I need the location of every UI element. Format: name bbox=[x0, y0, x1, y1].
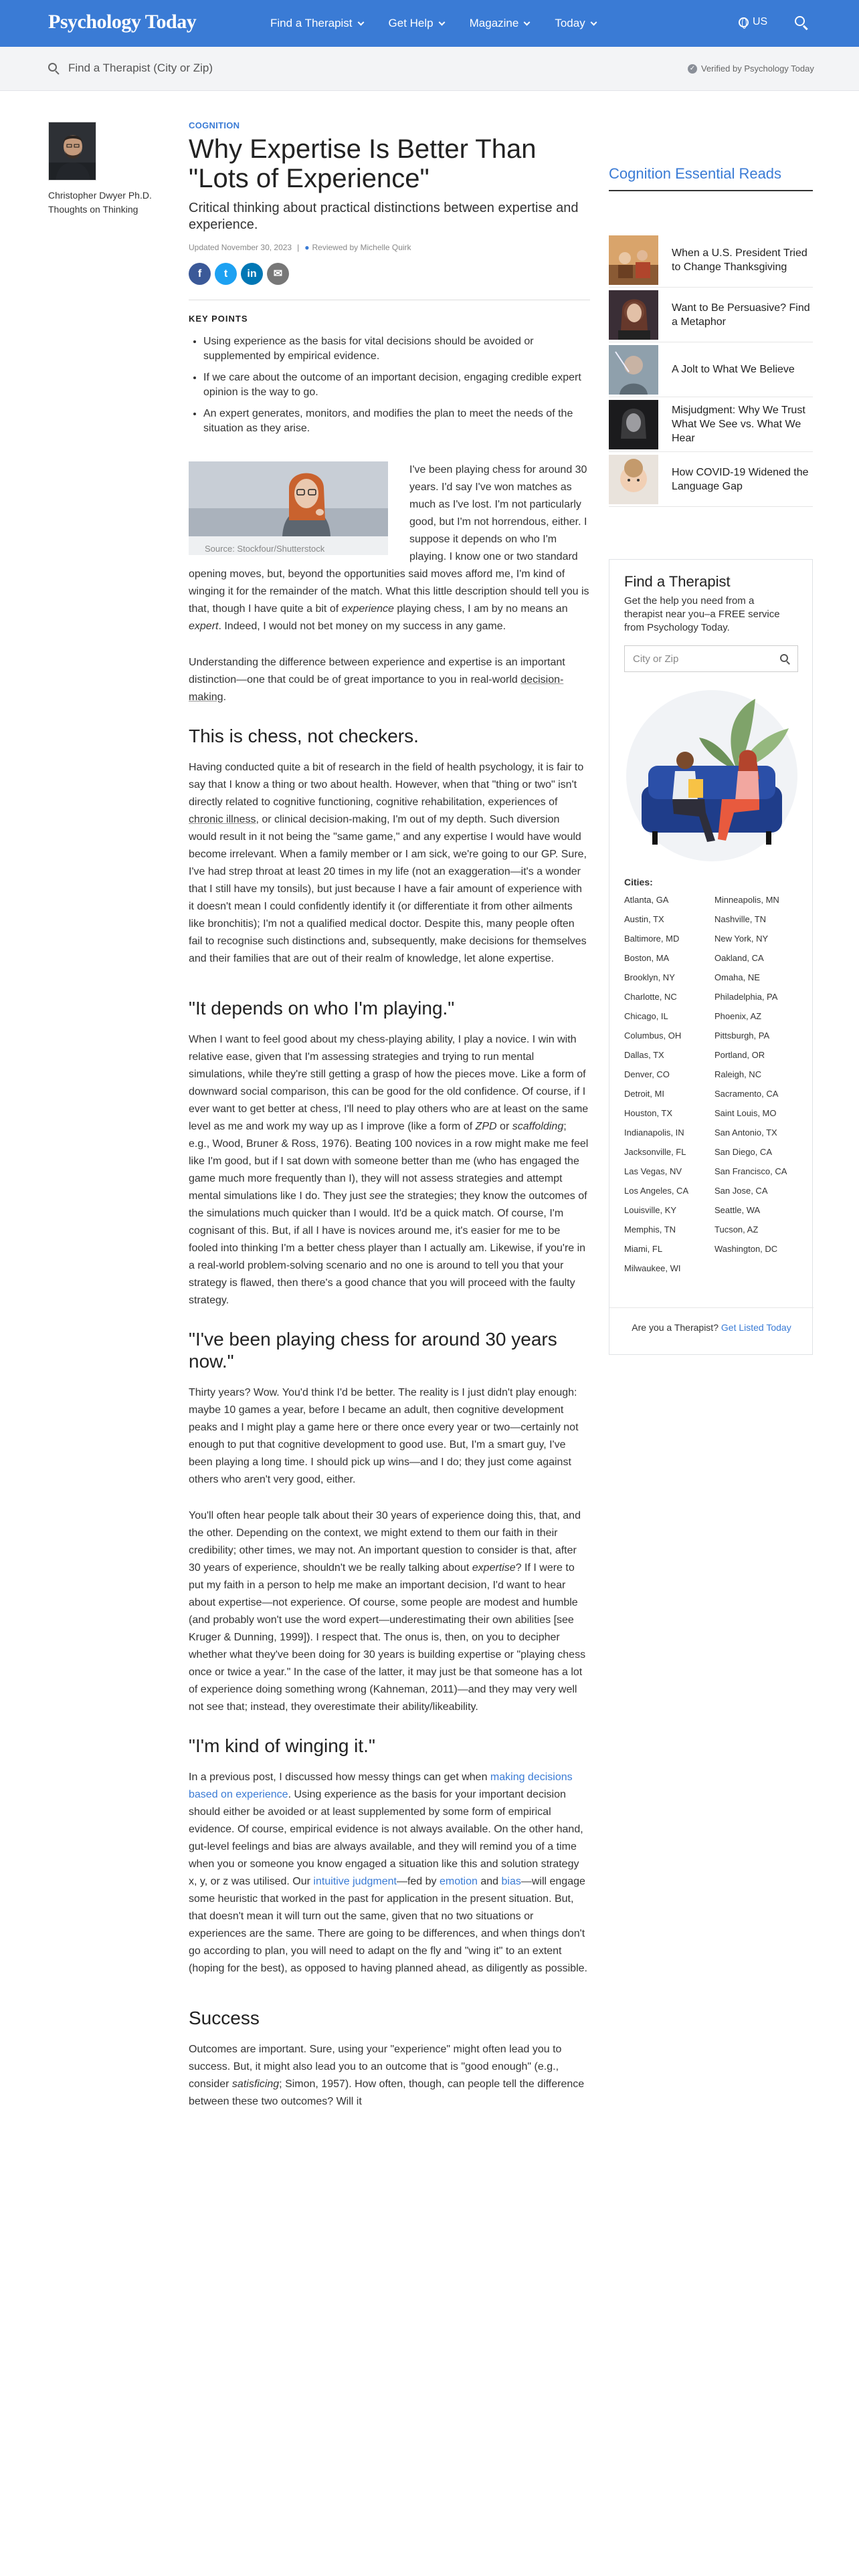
read-title: Want to Be Persuasive? Find a Metaphor bbox=[672, 302, 810, 328]
section-heading: Success bbox=[189, 2008, 260, 2028]
email-icon[interactable]: ✉ bbox=[267, 263, 289, 285]
share-buttons bbox=[189, 263, 590, 285]
image-caption: Source: Stockfour/Shutterstock bbox=[189, 536, 388, 555]
author-column[interactable]: Thoughts on Thinking bbox=[48, 204, 138, 215]
cities-label: Cities: bbox=[624, 877, 653, 887]
article bbox=[189, 120, 590, 2129]
author-info bbox=[48, 189, 182, 217]
city-link[interactable]: Denver, CO bbox=[624, 1069, 670, 1079]
region-label: US bbox=[753, 16, 768, 27]
essential-read-item[interactable] bbox=[609, 342, 813, 397]
city-link[interactable]: Oakland, CA bbox=[714, 953, 764, 963]
read-title: A Jolt to What We Believe bbox=[672, 364, 795, 375]
top-navigation-bar bbox=[0, 0, 859, 47]
city-link[interactable]: Charlotte, NC bbox=[624, 992, 677, 1002]
read-thumbnail bbox=[609, 400, 658, 449]
search-icon[interactable] bbox=[780, 654, 791, 665]
read-title: Misjudgment: Why We Trust What We See vs. What We Hear bbox=[672, 405, 805, 444]
section-heading: This is chess, not checkers. bbox=[189, 726, 419, 746]
therapist-search-input[interactable]: Find a Therapist (City or Zip) bbox=[68, 62, 213, 74]
chevron-down-icon bbox=[357, 19, 364, 25]
city-link[interactable]: San Jose, CA bbox=[714, 1186, 768, 1196]
get-listed-link[interactable]: Get Listed Today bbox=[721, 1322, 791, 1333]
city-link[interactable]: Jacksonville, FL bbox=[624, 1147, 686, 1157]
article-title: Why Expertise Is Better Than "Lots of Experience" bbox=[189, 134, 537, 193]
city-link[interactable]: Nashville, TN bbox=[714, 914, 767, 924]
city-link[interactable]: New York, NY bbox=[714, 934, 769, 944]
city-link[interactable]: Omaha, NE bbox=[714, 972, 760, 982]
widget-title: Find a Therapist bbox=[624, 573, 731, 590]
city-link[interactable]: Washington, DC bbox=[714, 1244, 778, 1254]
main-nav bbox=[270, 0, 622, 47]
nav-label: Today bbox=[555, 17, 585, 29]
city-link[interactable]: Louisville, KY bbox=[624, 1205, 677, 1215]
section-heading: "I've been playing chess for around 30 years now." bbox=[189, 1329, 557, 1372]
nav-get-help[interactable] bbox=[389, 17, 444, 30]
nav-label: Find a Therapist bbox=[270, 17, 353, 29]
article-category[interactable]: COGNITION bbox=[189, 120, 240, 130]
city-link[interactable]: Atlanta, GA bbox=[624, 895, 669, 905]
city-link[interactable]: Miami, FL bbox=[624, 1244, 663, 1254]
chevron-down-icon bbox=[438, 19, 445, 25]
article-figure bbox=[189, 461, 388, 555]
verified-badge bbox=[688, 64, 814, 74]
linkedin-icon[interactable]: in bbox=[241, 263, 263, 285]
city-link[interactable]: Tucson, AZ bbox=[714, 1224, 759, 1235]
region-selector[interactable] bbox=[739, 16, 767, 28]
facebook-icon[interactable]: f bbox=[189, 263, 211, 285]
city-link[interactable]: Saint Louis, MO bbox=[714, 1108, 777, 1118]
twitter-icon[interactable]: t bbox=[215, 263, 237, 285]
article-meta bbox=[189, 243, 590, 252]
updated-date: Updated November 30, 2023 bbox=[189, 243, 292, 252]
city-link[interactable]: Brooklyn, NY bbox=[624, 972, 675, 982]
article-body bbox=[189, 461, 590, 2111]
author-name[interactable]: Christopher Dwyer Ph.D. bbox=[48, 190, 152, 201]
read-thumbnail bbox=[609, 235, 658, 285]
paragraph: Having conducted quite a bit of research in the field of health psychology, it is fair to say that I know a thing or two about health. However, when that "thing or two" isn't directly related to cognitive functioning, cognitive rehabilitation, experiences of chronic illness, or clinical decision-making, I'm out of my depth. Such diversion would result in it not being the "same game," and any expertise I would have would become irrelevant. When a family member or I am sick, we're going to our GP. Sure, I've had strep throat at least 20 times in my life (not an exaggeration—it's a wonder that I still have my tonsils), but just because I have a fair amount of experience with it doesn't mean I could confidently identify it (or differentiate it from other ailments like bronchitis); I'm not a qualified medical doctor. Despite this, many people often fail to recognise such distinctions and, subsequently, make decisions for themselves and their families that are out of their realm of knowledge, let alone expertise. bbox=[189, 762, 587, 964]
essential-read-item[interactable] bbox=[609, 452, 813, 507]
city-link[interactable]: Portland, OR bbox=[714, 1050, 765, 1060]
cities-list bbox=[624, 894, 805, 1282]
city-link[interactable]: Austin, TX bbox=[624, 914, 664, 924]
search-icon[interactable] bbox=[795, 16, 809, 31]
city-link[interactable]: Indianapolis, IN bbox=[624, 1128, 684, 1138]
decision-making-link[interactable]: decision-making bbox=[189, 674, 564, 703]
paragraph: You'll often hear people talk about their 30 years of experience doing this, that, and the other. Depending on the context, we might extend to them our faith in their credibility; other times, we may not. An important question to consider is that, after 30 years of experience, shouldn't we be really talking about expertise? If I were to put my faith in a person to help me make an important decision, I'd want to hear about expertise—not experience. Of course, some people are modest and humble (and probably won't use the word expert—underestimating their own abilities [see Kruger & Dunning, 1999]). I respect that. The onus is, then, on you to decipher whether what they've been doing for 30 years is building expertise or "playing chess once or twice a year." In the case of the latter, it may just be that someone has a lot of experience doing something wrong (Kahneman, 2011)—and they may very well not see that; instead, they overestimate their ability/likeability. bbox=[189, 1510, 586, 1713]
therapist-cta bbox=[609, 1307, 814, 1334]
chevron-down-icon bbox=[590, 19, 597, 25]
city-link[interactable]: Detroit, MI bbox=[624, 1089, 664, 1099]
paragraph: In a previous post, I discussed how messy things can get when making decisions based on experience. Using experience as the basis for your important decision should either be avoided or at least supplemented by some form of empirical evidence. Of course, empirical evidence is not always available. On the other hand, gut-level feelings and bias are always available, and they will remind you of a time when you or someone you know engaged a situation like this and solution strategy x, y, or z was utilised. Our intuitive judgment—fed by emotion and bias—will engage some heuristic that worked in the past for application in the present situation. But, that doesn't mean it will turn out the same, given that no two situations or experiences are the same. There are going to be differences, and when things don't go according to plan, you will need to adapt on the fly and "wing it" to an extent (hoping for the best), as opposed to having planned ahead, as diligently as possible. bbox=[189, 1772, 587, 1974]
nav-magazine[interactable] bbox=[470, 17, 530, 30]
bias-link[interactable]: bias bbox=[501, 1876, 521, 1887]
reviewed-by[interactable]: Reviewed by Michelle Quirk bbox=[312, 243, 411, 252]
paragraph: Understanding the difference between experience and expertise is an important distinction—one that could be of great importance to you in real-world decision-making. bbox=[189, 657, 565, 703]
city-link[interactable]: San Diego, CA bbox=[714, 1147, 772, 1157]
read-title: How COVID-19 Widened the Language Gap bbox=[672, 466, 809, 492]
check-icon: ✓ bbox=[688, 64, 697, 74]
find-therapist-widget bbox=[609, 559, 813, 1355]
decisions-experience-link[interactable]: making decisions based on experience bbox=[189, 1772, 573, 1800]
city-link[interactable]: Memphis, TN bbox=[624, 1224, 676, 1235]
city-link[interactable]: Phoenix, AZ bbox=[714, 1011, 762, 1021]
key-points-list bbox=[189, 334, 590, 436]
intuitive-judgment-link[interactable]: intuitive judgment bbox=[313, 1876, 397, 1887]
essential-reads-title: Cognition Essential Reads bbox=[609, 165, 813, 191]
are-you-therapist-text: Are you a Therapist? bbox=[632, 1322, 719, 1333]
shield-icon: ● bbox=[304, 243, 310, 252]
chronic-illness-link[interactable]: chronic illness bbox=[189, 814, 256, 825]
city-link[interactable]: Baltimore, MD bbox=[624, 934, 680, 944]
divider: | bbox=[297, 243, 300, 252]
site-logo[interactable]: Psychology Today bbox=[48, 11, 197, 33]
read-thumbnail bbox=[609, 290, 658, 340]
emotion-link[interactable]: emotion bbox=[439, 1876, 478, 1887]
nav-label: Magazine bbox=[469, 17, 519, 29]
key-point: • An expert generates, monitors, and modifies the plan to meet the needs of the situation as they arise. bbox=[203, 407, 590, 436]
city-link[interactable]: Minneapolis, MN bbox=[714, 895, 779, 905]
read-title: When a U.S. President Tried to Change Thanksgiving bbox=[672, 247, 807, 273]
city-link[interactable]: Houston, TX bbox=[624, 1108, 673, 1118]
chevron-down-icon bbox=[524, 19, 531, 25]
search-icon bbox=[48, 63, 60, 75]
city-link[interactable]: Seattle, WA bbox=[714, 1205, 761, 1215]
nav-find-therapist[interactable] bbox=[270, 17, 363, 30]
city-link[interactable]: San Antonio, TX bbox=[714, 1128, 777, 1138]
city-link[interactable]: Columbus, OH bbox=[624, 1031, 682, 1041]
verified-label: Verified by Psychology Today bbox=[701, 64, 814, 74]
paragraph: When I want to feel good about my chess-playing ability, I play a novice. I win with relative ease, given that I'm assessing strategies and trying to run mental simulations, while they're still getting a grasp of how the pieces move. Like a form of downward social comparison, this can be good for the old confidence. Of course, if I ever want to get better at chess, I'll need to play others who are at least on the same level as me and work my way up as I improve (like a form of ZPD or scaffolding; e.g., Wood, Bruner & Ross, 1976). Beating 100 novices in a row might make me feel like I'm good, but if I sat down with someone better than me (who has engaged the game much more frequently than I), they will not assess strategies and attempt mental simulations like I do. They just see the strategies; they know the outcomes of the simulations much quicker than I would. It'd be a quick match. Of course, I'm cognisant of this. But, if all I have is novices around me, it's easier for me to be fooled into thinking I'm a better chess player than I actually am. Likewise, if you're in a real-world problem-solving scenario and no one is around to tell you that your strategy is flawed, then there's a good chance that you will proceed with the faulty strategy. bbox=[189, 1034, 589, 1306]
therapist-search-bar bbox=[0, 47, 859, 91]
city-link[interactable]: Boston, MA bbox=[624, 953, 670, 963]
city-link[interactable]: Dallas, TX bbox=[624, 1050, 664, 1060]
nav-label: Get Help bbox=[388, 17, 434, 29]
article-image bbox=[189, 461, 388, 536]
city-link[interactable]: Chicago, IL bbox=[624, 1011, 668, 1021]
city-link[interactable]: Raleigh, NC bbox=[714, 1069, 762, 1079]
city-link[interactable]: San Francisco, CA bbox=[714, 1166, 787, 1176]
city-link[interactable]: Las Vegas, NV bbox=[624, 1166, 682, 1176]
city-link[interactable]: Los Angeles, CA bbox=[624, 1186, 689, 1196]
paragraph: I've been playing chess for around 30 years. I'd say I've won matches as much as I've lost. I'm not particularly good, but I'm not horrendous, either. I suppose it depends on who I'm playing. I know one or two standard opening moves, but, beyond the opportunities said moves afford me, I'm kind of winging it for the remainder of the match. What this little description should tell you is that, though I have quite a bit of experience playing chess, I am by no means an expert. Indeed, I would not bet money on my success in any game. bbox=[189, 464, 589, 632]
paragraph: Outcomes are important. Sure, using your "experience" might often lead you to success. But, it might also lead you to an outcome that is "good enough" (e.g., consider satisficing; Simon, 1957). How often, though, can people tell the difference between these two outcomes? Will it bbox=[189, 2044, 585, 2107]
section-heading: "I'm kind of winging it." bbox=[189, 1735, 375, 1756]
city-zip-input[interactable] bbox=[624, 645, 798, 672]
read-thumbnail bbox=[609, 345, 658, 395]
article-subtitle: Critical thinking about practical distinctions between expertise and experience. bbox=[189, 201, 579, 232]
section-heading: "It depends on who I'm playing." bbox=[189, 998, 455, 1018]
read-thumbnail bbox=[609, 455, 658, 504]
city-link[interactable]: Sacramento, CA bbox=[714, 1089, 779, 1099]
nav-today[interactable] bbox=[555, 17, 595, 30]
globe-icon bbox=[739, 17, 749, 27]
city-link[interactable]: Philadelphia, PA bbox=[714, 992, 778, 1002]
city-link[interactable]: Pittsburgh, PA bbox=[714, 1031, 770, 1041]
author-avatar[interactable] bbox=[48, 122, 96, 181]
key-points-title: KEY POINTS bbox=[189, 314, 248, 324]
key-point: • If we care about the outcome of an important decision, engaging credible expert opinion is the way to go. bbox=[203, 370, 590, 400]
city-link[interactable]: Milwaukee, WI bbox=[624, 1263, 681, 1273]
therapy-illustration bbox=[622, 685, 802, 866]
key-point: • Using experience as the basis for vital decisions should be avoided or supplemented by empirical evidence. bbox=[203, 334, 590, 364]
essential-read-item[interactable] bbox=[609, 397, 813, 452]
input-placeholder: City or Zip bbox=[633, 653, 679, 665]
essential-reads-list bbox=[609, 233, 813, 507]
paragraph: Thirty years? Wow. You'd think I'd be better. The reality is I just didn't play enough: maybe 10 games a year, before I became an adult, then cognitive development peaks and I might play a game here or there once every year or two—certainly not enough to put that cognitive development to good use. But, I'm a smart guy, I've been playing a long time. I should pick up wins—and I do; they just come against others who aren't very good, either. bbox=[189, 1387, 579, 1485]
essential-read-item[interactable] bbox=[609, 233, 813, 288]
widget-description: Get the help you need from a therapist near you–a FREE service from Psychology Today. bbox=[624, 595, 780, 633]
essential-read-item[interactable] bbox=[609, 288, 813, 342]
